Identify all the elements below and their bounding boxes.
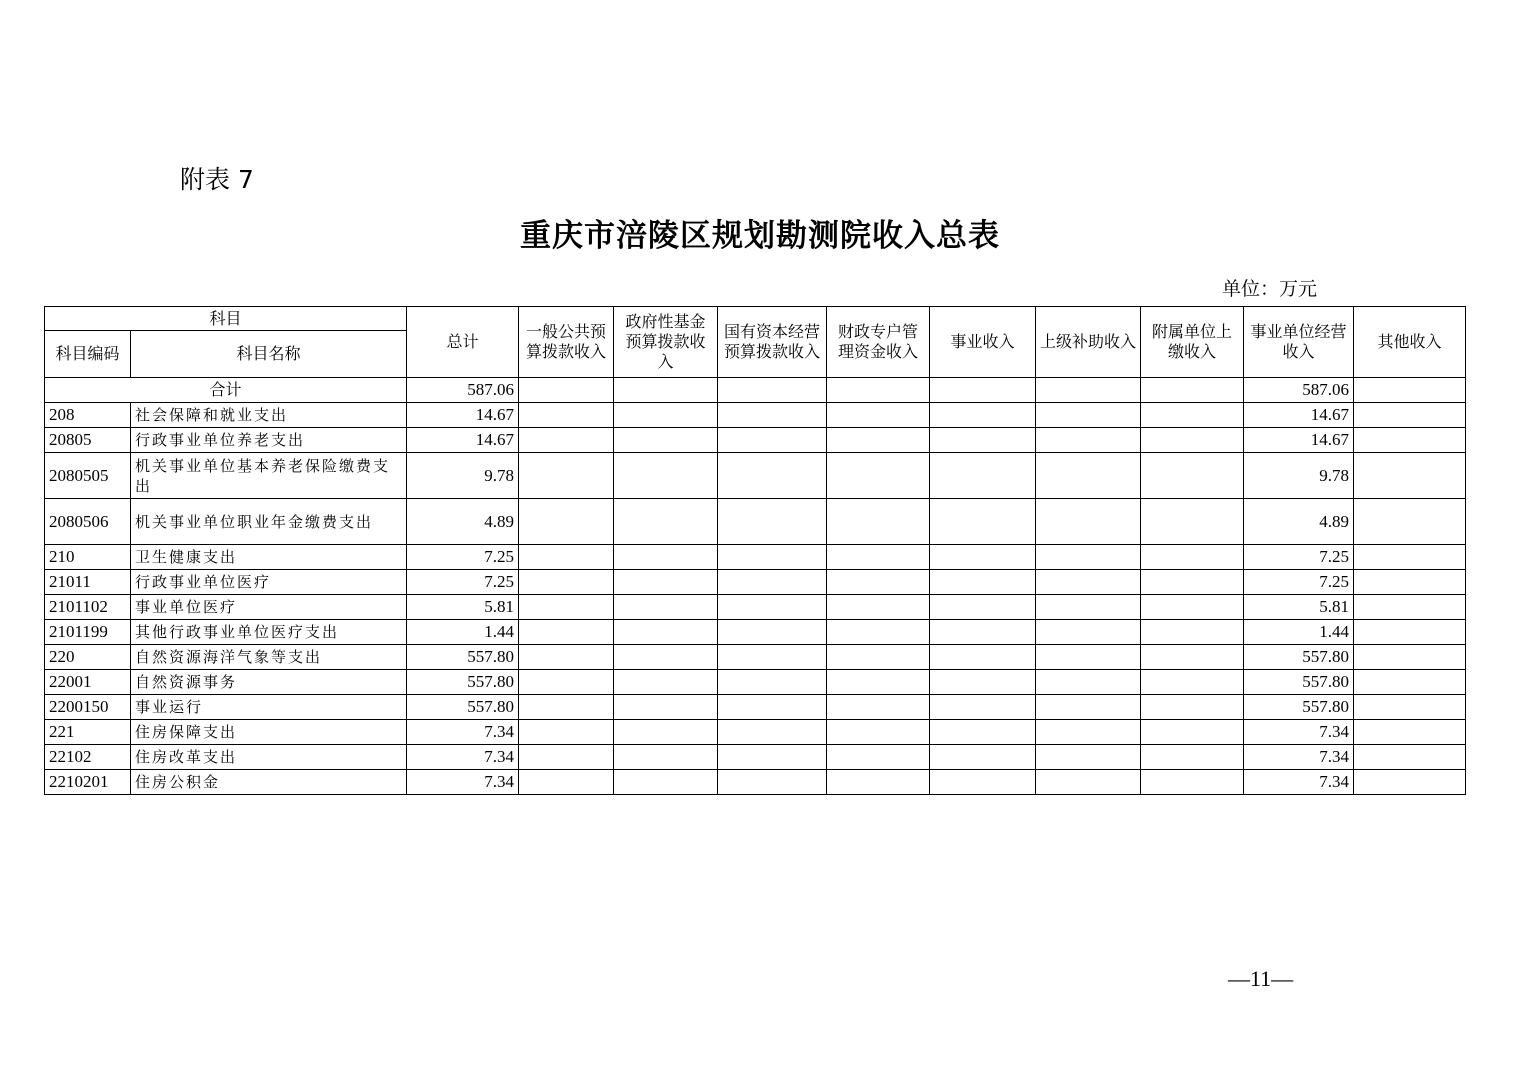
subject-code-cell: 2101199 bbox=[45, 620, 131, 645]
superior-subsidy-cell bbox=[1036, 695, 1141, 720]
fiscal-special-cell bbox=[827, 695, 930, 720]
operating-income-cell: 557.80 bbox=[1244, 645, 1354, 670]
other-income-cell bbox=[1354, 695, 1466, 720]
general-budget-cell bbox=[519, 745, 614, 770]
business-income-cell bbox=[930, 645, 1036, 670]
operating-income-cell: 7.25 bbox=[1244, 570, 1354, 595]
state-capital-cell bbox=[718, 745, 827, 770]
total-cell: 9.78 bbox=[407, 453, 519, 499]
operating-income-cell: 7.25 bbox=[1244, 545, 1354, 570]
other-income-cell bbox=[1354, 453, 1466, 499]
subject-name-cell: 社会保障和就业支出 bbox=[131, 403, 407, 428]
total-cell: 14.67 bbox=[407, 428, 519, 453]
fiscal-special-cell bbox=[827, 620, 930, 645]
superior-subsidy-cell bbox=[1036, 745, 1141, 770]
other-income-cell bbox=[1354, 620, 1466, 645]
other-income-cell bbox=[1354, 545, 1466, 570]
header-business-income: 事业收入 bbox=[930, 307, 1036, 378]
subject-code-cell: 210 bbox=[45, 545, 131, 570]
affiliated-payment-cell bbox=[1141, 428, 1244, 453]
operating-income-cell: 4.89 bbox=[1244, 499, 1354, 545]
table-row bbox=[45, 499, 1466, 545]
page-number: —11— bbox=[1228, 966, 1294, 991]
subject-code-cell: 22001 bbox=[45, 670, 131, 695]
total-cell: 5.81 bbox=[407, 595, 519, 620]
table-row bbox=[45, 645, 1466, 670]
total-cell: 14.67 bbox=[407, 403, 519, 428]
state-capital-cell bbox=[718, 453, 827, 499]
fiscal-special-cell bbox=[827, 428, 930, 453]
header-row-1 bbox=[45, 307, 1466, 331]
general-budget-cell bbox=[519, 645, 614, 670]
total-cell: 4.89 bbox=[407, 499, 519, 545]
table-row bbox=[45, 428, 1466, 453]
subject-code-cell: 21011 bbox=[45, 570, 131, 595]
empty-cell bbox=[1141, 378, 1244, 403]
subject-code-cell: 2080506 bbox=[45, 499, 131, 545]
total-cell: 557.80 bbox=[407, 695, 519, 720]
affiliated-payment-cell bbox=[1141, 570, 1244, 595]
total-cell: 7.34 bbox=[407, 770, 519, 795]
affiliated-payment-cell bbox=[1141, 645, 1244, 670]
operating-income-cell: 14.67 bbox=[1244, 403, 1354, 428]
subject-name-cell: 事业运行 bbox=[131, 695, 407, 720]
superior-subsidy-cell bbox=[1036, 770, 1141, 795]
subject-name-cell: 自然资源事务 bbox=[131, 670, 407, 695]
subject-code-cell: 2210201 bbox=[45, 770, 131, 795]
affiliated-payment-cell bbox=[1141, 453, 1244, 499]
other-income-cell bbox=[1354, 770, 1466, 795]
total-cell: 7.25 bbox=[407, 570, 519, 595]
state-capital-cell bbox=[718, 545, 827, 570]
subject-code-cell: 20805 bbox=[45, 428, 131, 453]
other-income-cell bbox=[1354, 745, 1466, 770]
state-capital-cell bbox=[718, 570, 827, 595]
operating-income-cell: 5.81 bbox=[1244, 595, 1354, 620]
general-budget-cell bbox=[519, 545, 614, 570]
attachment-label: 附表 7 bbox=[180, 165, 254, 194]
state-capital-cell bbox=[718, 670, 827, 695]
superior-subsidy-cell bbox=[1036, 620, 1141, 645]
state-capital-cell bbox=[718, 428, 827, 453]
gov-fund-cell bbox=[614, 428, 718, 453]
header-subject-name: 科目名称 bbox=[131, 331, 407, 378]
table-row bbox=[45, 695, 1466, 720]
business-income-cell bbox=[930, 453, 1036, 499]
empty-cell bbox=[614, 378, 718, 403]
business-income-cell bbox=[930, 595, 1036, 620]
business-income-cell bbox=[930, 745, 1036, 770]
superior-subsidy-cell bbox=[1036, 570, 1141, 595]
document-title: 重庆市涪陵区规划勘测院收入总表 bbox=[520, 218, 1000, 254]
empty-cell bbox=[519, 378, 614, 403]
business-income-cell bbox=[930, 570, 1036, 595]
gov-fund-cell bbox=[614, 620, 718, 645]
business-income-cell bbox=[930, 670, 1036, 695]
other-income-cell bbox=[1354, 670, 1466, 695]
table-row bbox=[45, 620, 1466, 645]
header-other-income: 其他收入 bbox=[1354, 307, 1466, 378]
superior-subsidy-cell bbox=[1036, 428, 1141, 453]
affiliated-payment-cell bbox=[1141, 403, 1244, 428]
total-cell: 1.44 bbox=[407, 620, 519, 645]
total-cell: 7.25 bbox=[407, 545, 519, 570]
table-row bbox=[45, 720, 1466, 745]
gov-fund-cell bbox=[614, 720, 718, 745]
table-row bbox=[45, 595, 1466, 620]
fiscal-special-cell bbox=[827, 645, 930, 670]
business-income-cell bbox=[930, 720, 1036, 745]
fiscal-special-cell bbox=[827, 570, 930, 595]
empty-cell bbox=[827, 378, 930, 403]
subject-name-cell: 住房保障支出 bbox=[131, 720, 407, 745]
fiscal-special-cell bbox=[827, 499, 930, 545]
fiscal-special-cell bbox=[827, 770, 930, 795]
subject-code-cell: 220 bbox=[45, 645, 131, 670]
subject-code-cell: 221 bbox=[45, 720, 131, 745]
fiscal-special-cell bbox=[827, 720, 930, 745]
other-income-cell bbox=[1354, 570, 1466, 595]
header-fiscal-special: 财政专户管理资金收入 bbox=[827, 307, 930, 378]
affiliated-payment-cell bbox=[1141, 745, 1244, 770]
gov-fund-cell bbox=[614, 499, 718, 545]
state-capital-cell bbox=[718, 645, 827, 670]
fiscal-special-cell bbox=[827, 453, 930, 499]
subject-name-cell: 卫生健康支出 bbox=[131, 545, 407, 570]
total-row bbox=[45, 378, 1466, 403]
table-row bbox=[45, 670, 1466, 695]
table-row bbox=[45, 545, 1466, 570]
affiliated-payment-cell bbox=[1141, 620, 1244, 645]
business-income-cell bbox=[930, 770, 1036, 795]
other-income-cell bbox=[1354, 595, 1466, 620]
affiliated-payment-cell bbox=[1141, 720, 1244, 745]
affiliated-payment-cell bbox=[1141, 499, 1244, 545]
gov-fund-cell bbox=[614, 770, 718, 795]
other-income-cell bbox=[1354, 428, 1466, 453]
empty-cell bbox=[1354, 378, 1466, 403]
operating-income-cell: 7.34 bbox=[1244, 770, 1354, 795]
fiscal-special-cell bbox=[827, 745, 930, 770]
operating-income-cell: 1.44 bbox=[1244, 620, 1354, 645]
table-row bbox=[45, 453, 1466, 499]
header-superior-subsidy: 上级补助收入 bbox=[1036, 307, 1141, 378]
table-row bbox=[45, 403, 1466, 428]
general-budget-cell bbox=[519, 720, 614, 745]
subject-code-cell: 2080505 bbox=[45, 453, 131, 499]
general-budget-cell bbox=[519, 570, 614, 595]
superior-subsidy-cell bbox=[1036, 499, 1141, 545]
total-cell: 7.34 bbox=[407, 720, 519, 745]
operating-income-cell: 7.34 bbox=[1244, 720, 1354, 745]
empty-cell bbox=[1036, 378, 1141, 403]
header-operating-income: 事业单位经营收入 bbox=[1244, 307, 1354, 378]
business-income-cell bbox=[930, 545, 1036, 570]
gov-fund-cell bbox=[614, 453, 718, 499]
subject-name-cell: 其他行政事业单位医疗支出 bbox=[131, 620, 407, 645]
header-state-capital: 国有资本经营预算拨款收入 bbox=[718, 307, 827, 378]
gov-fund-cell bbox=[614, 695, 718, 720]
general-budget-cell bbox=[519, 403, 614, 428]
general-budget-cell bbox=[519, 595, 614, 620]
state-capital-cell bbox=[718, 499, 827, 545]
gov-fund-cell bbox=[614, 545, 718, 570]
affiliated-payment-cell bbox=[1141, 545, 1244, 570]
table-row bbox=[45, 570, 1466, 595]
gov-fund-cell bbox=[614, 403, 718, 428]
total-value: 587.06 bbox=[407, 378, 519, 403]
total-cell: 557.80 bbox=[407, 670, 519, 695]
superior-subsidy-cell bbox=[1036, 670, 1141, 695]
business-income-cell bbox=[930, 403, 1036, 428]
operating-income-cell: 14.67 bbox=[1244, 428, 1354, 453]
general-budget-cell bbox=[519, 499, 614, 545]
business-income-cell bbox=[930, 695, 1036, 720]
subject-code-cell: 2101102 bbox=[45, 595, 131, 620]
business-income-cell bbox=[930, 620, 1036, 645]
gov-fund-cell bbox=[614, 645, 718, 670]
affiliated-payment-cell bbox=[1141, 595, 1244, 620]
subject-name-cell: 事业单位医疗 bbox=[131, 595, 407, 620]
superior-subsidy-cell bbox=[1036, 403, 1141, 428]
total-cell: 7.34 bbox=[407, 745, 519, 770]
header-gov-fund: 政府性基金预算拨款收入 bbox=[614, 307, 718, 378]
superior-subsidy-cell bbox=[1036, 453, 1141, 499]
operating-income-cell: 7.34 bbox=[1244, 745, 1354, 770]
subject-name-cell: 机关事业单位基本养老保险缴费支出 bbox=[131, 453, 407, 499]
state-capital-cell bbox=[718, 595, 827, 620]
income-summary-table bbox=[44, 306, 1466, 795]
state-capital-cell bbox=[718, 720, 827, 745]
subject-name-cell: 行政事业单位养老支出 bbox=[131, 428, 407, 453]
operating-income-cell: 557.80 bbox=[1244, 670, 1354, 695]
gov-fund-cell bbox=[614, 745, 718, 770]
header-subject-code: 科目编码 bbox=[45, 331, 131, 378]
fiscal-special-cell bbox=[827, 670, 930, 695]
total-operating-income: 587.06 bbox=[1244, 378, 1354, 403]
superior-subsidy-cell bbox=[1036, 645, 1141, 670]
general-budget-cell bbox=[519, 695, 614, 720]
total-label: 合计 bbox=[45, 378, 407, 403]
fiscal-special-cell bbox=[827, 403, 930, 428]
superior-subsidy-cell bbox=[1036, 595, 1141, 620]
fiscal-special-cell bbox=[827, 545, 930, 570]
other-income-cell bbox=[1354, 720, 1466, 745]
gov-fund-cell bbox=[614, 670, 718, 695]
general-budget-cell bbox=[519, 770, 614, 795]
fiscal-special-cell bbox=[827, 595, 930, 620]
general-budget-cell bbox=[519, 453, 614, 499]
table-row bbox=[45, 745, 1466, 770]
gov-fund-cell bbox=[614, 570, 718, 595]
subject-name-cell: 机关事业单位职业年金缴费支出 bbox=[131, 499, 407, 545]
affiliated-payment-cell bbox=[1141, 695, 1244, 720]
business-income-cell bbox=[930, 499, 1036, 545]
other-income-cell bbox=[1354, 499, 1466, 545]
business-income-cell bbox=[930, 428, 1036, 453]
subject-code-cell: 2200150 bbox=[45, 695, 131, 720]
state-capital-cell bbox=[718, 695, 827, 720]
empty-cell bbox=[930, 378, 1036, 403]
unit-label: 单位：万元 bbox=[1222, 278, 1318, 300]
subject-code-cell: 208 bbox=[45, 403, 131, 428]
operating-income-cell: 557.80 bbox=[1244, 695, 1354, 720]
state-capital-cell bbox=[718, 620, 827, 645]
subject-name-cell: 行政事业单位医疗 bbox=[131, 570, 407, 595]
general-budget-cell bbox=[519, 428, 614, 453]
general-budget-cell bbox=[519, 620, 614, 645]
affiliated-payment-cell bbox=[1141, 770, 1244, 795]
subject-code-cell: 22102 bbox=[45, 745, 131, 770]
state-capital-cell bbox=[718, 770, 827, 795]
operating-income-cell: 9.78 bbox=[1244, 453, 1354, 499]
other-income-cell bbox=[1354, 403, 1466, 428]
gov-fund-cell bbox=[614, 595, 718, 620]
subject-name-cell: 住房改革支出 bbox=[131, 745, 407, 770]
header-affiliated-payment: 附属单位上缴收入 bbox=[1141, 307, 1244, 378]
table-row bbox=[45, 770, 1466, 795]
header-general-budget: 一般公共预算拨款收入 bbox=[519, 307, 614, 378]
affiliated-payment-cell bbox=[1141, 670, 1244, 695]
superior-subsidy-cell bbox=[1036, 545, 1141, 570]
subject-name-cell: 住房公积金 bbox=[131, 770, 407, 795]
empty-cell bbox=[718, 378, 827, 403]
other-income-cell bbox=[1354, 645, 1466, 670]
superior-subsidy-cell bbox=[1036, 720, 1141, 745]
total-cell: 557.80 bbox=[407, 645, 519, 670]
header-subject-group: 科目 bbox=[45, 307, 407, 331]
subject-name-cell: 自然资源海洋气象等支出 bbox=[131, 645, 407, 670]
table-body bbox=[45, 378, 1466, 795]
general-budget-cell bbox=[519, 670, 614, 695]
state-capital-cell bbox=[718, 403, 827, 428]
header-total: 总计 bbox=[407, 307, 519, 378]
